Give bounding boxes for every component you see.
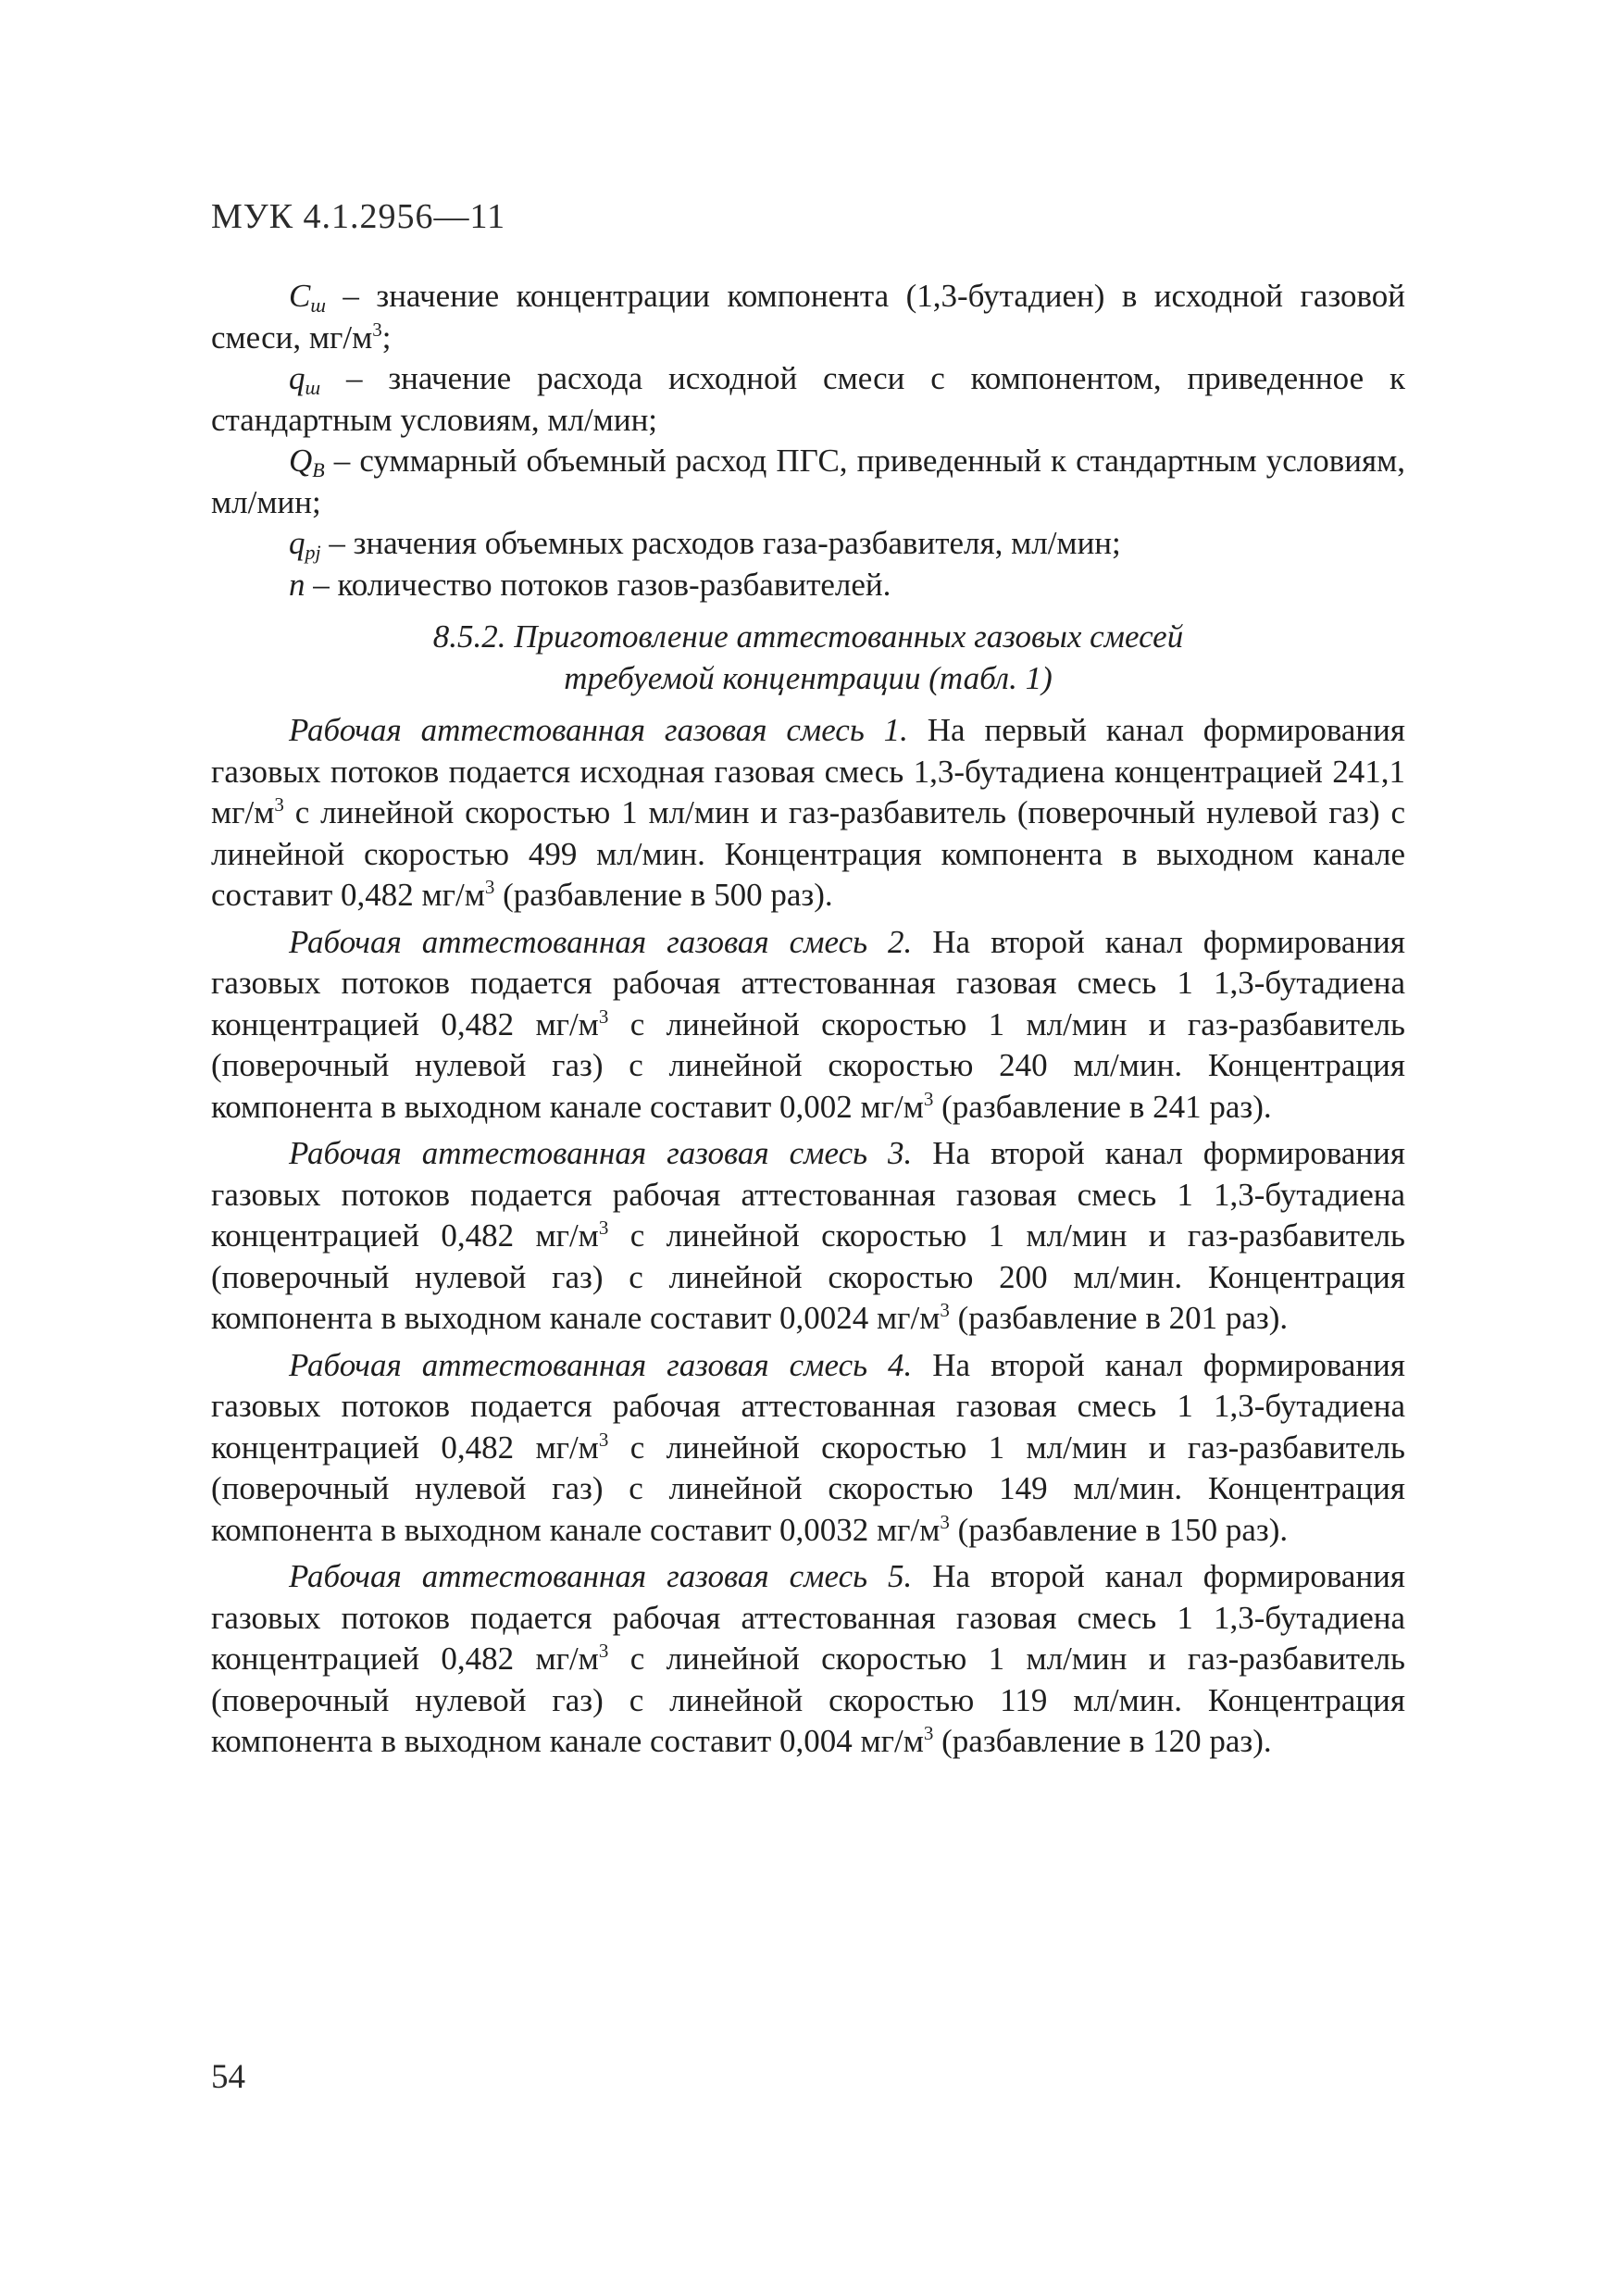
definition-symbol: $C_ш$ [289, 278, 326, 317]
definition-text: – значение расхода исходной смеси с компонентом, приведенное к стандартным условиям, мл/мин; [211, 360, 1405, 438]
subheading-line-1: 8.5.2. Приготовление аттестованных газовых смесей [432, 618, 1184, 655]
definition-symbol: $q_ш$ [289, 360, 321, 399]
definition-line [211, 441, 1405, 523]
mixture-label: Рабочая аттестованная газовая смесь 3. [289, 1135, 913, 1171]
running-header: МУК 4.1.2956—11 [211, 197, 506, 236]
definition-symbol: $Q_В$ [289, 443, 325, 481]
mixture-label: Рабочая аттестованная газовая смесь 1. [289, 712, 908, 748]
definition-line [211, 565, 1405, 606]
page-body [211, 276, 1405, 1763]
definition-text: – значения объемных расходов газа-разбавителя, мл/мин; [320, 525, 1121, 561]
page-number: 54 [211, 2058, 245, 2096]
mixture-label: Рабочая аттестованная газовая смесь 5. [289, 1558, 913, 1594]
mixture-paragraph: Рабочая аттестованная газовая смесь 4. На второй канал формирования газовых потоков подается рабочая аттестованная газовая смесь 1 1,3-бутадиена концентрацией 0,482 $мг/м^3$ с линейной скоростью 1 мл/мин и газ-разбавитель (поверочный нулевой газ) с линейной скоростью 149 мл/мин. Концентрация компонента в выходном канале составит 0,0032 $мг/м^3$ (разбавление в 150 раз). [211, 1346, 1405, 1548]
definition-line: $C_ш$ – значение концентрации компонента (1,3-бутадиен) в исходной газовой смеси, $мг/м^3$; [211, 278, 1405, 356]
definition-line [211, 523, 1405, 565]
mixture-paragraph: Рабочая аттестованная газовая смесь 5. На второй канал формирования газовых потоков подается рабочая аттестованная газовая смесь 1 1,3-бутадиена концентрацией 0,482 $мг/м^3$ с линейной скоростью 1 мл/мин и газ-разбавитель (поверочный нулевой газ) с линейной скоростью 119 мл/мин. Концентрация компонента в выходном канале составит 0,004 $мг/м^3$ (разбавление в 120 раз). [211, 1558, 1405, 1759]
definition-text: – количество потоков газов-разбавителей. [305, 566, 891, 603]
mixture-label: Рабочая аттестованная газовая смесь 4. [289, 1346, 913, 1383]
definition-symbol: $q_{рj}$ [289, 525, 321, 564]
mixture-paragraph: Рабочая аттестованная газовая смесь 1. На первый канал формирования газовых потоков подается исходная газовая смесь 1,3-бутадиена концентрацией 241,1 $мг/м^3$ с линейной скоростью 1 мл/мин и газ-разбавитель (поверочный нулевой газ) с линейной скоростью 499 мл/мин. Концентрация компонента в выходном канале составит 0,482 $мг/м^3$ (разбавление в 500 раз). [211, 712, 1405, 913]
section-subheading [211, 617, 1405, 699]
definition-text: – значение концентрации компонента (1,3-бутадиен) в исходной газовой смеси, мг/м [211, 278, 1405, 356]
mixture-label: Рабочая аттестованная газовая смесь 2. [289, 923, 913, 960]
mixture-paragraph: Рабочая аттестованная газовая смесь 3. На второй канал формирования газовых потоков подается рабочая аттестованная газовая смесь 1 1,3-бутадиена концентрацией 0,482 $мг/м^3$ с линейной скоростью 1 мл/мин и газ-разбавитель (поверочный нулевой газ) с линейной скоростью 200 мл/мин. Концентрация компонента в выходном канале составит 0,0024 $мг/м^3$ (разбавление в 201 раз). [211, 1135, 1405, 1336]
subheading-line-2: требуемой концентрации (табл. 1) [564, 659, 1053, 696]
definition-symbol: n [289, 566, 305, 603]
definition-line [211, 358, 1405, 441]
mixture-paragraph: Рабочая аттестованная газовая смесь 2. На второй канал формирования газовых потоков подается рабочая аттестованная газовая смесь 1 1,3-бутадиена концентрацией 0,482 $мг/м^3$ с линейной скоростью 1 мл/мин и газ-разбавитель (поверочный нулевой газ) с линейной скоростью 240 мл/мин. Концентрация компонента в выходном канале составит 0,002 $мг/м^3$ (разбавление в 241 раз). [211, 923, 1405, 1125]
definition-text: – суммарный объемный расход ПГС, приведенный к стандартным условиям, мл/мин; [211, 443, 1405, 520]
